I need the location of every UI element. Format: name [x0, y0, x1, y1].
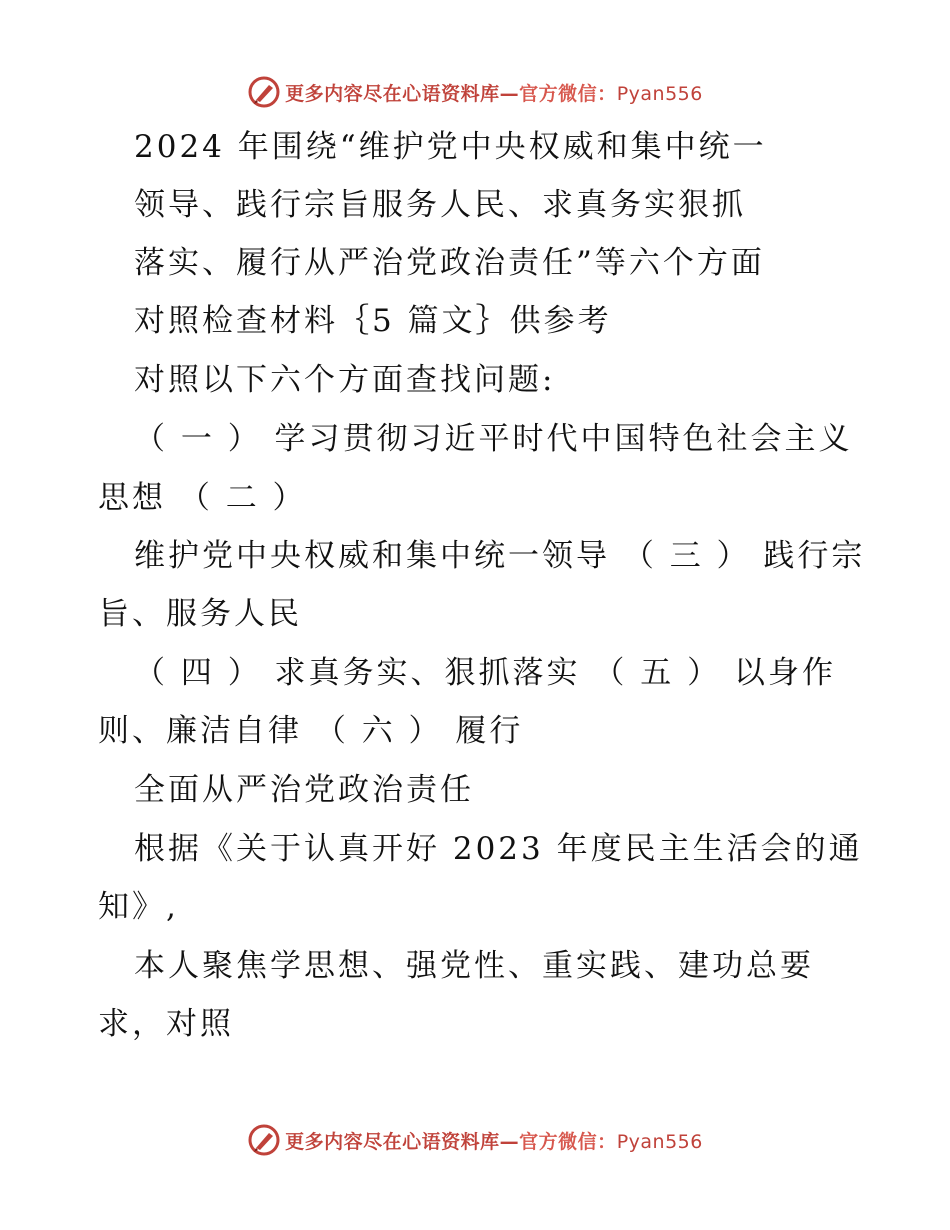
- text-line: 全面从严治党政治责任: [134, 772, 474, 808]
- header-watermark: [0, 72, 950, 112]
- text-line: 对照以下六个方面查找问题:: [134, 362, 556, 398]
- pen-logo-icon: [247, 1123, 281, 1157]
- text-line: （ 四 ） 求真务实、狠抓落实 （ 五 ） 以身作: [134, 655, 836, 691]
- text-line: 思想 （ 二 ）: [98, 480, 307, 516]
- text-line: 旨、服务人民: [98, 596, 302, 632]
- watermark-text: 更多内容尽在心语资料库—官方微信：Pyan556: [285, 1130, 703, 1153]
- text-line: 领导、践行宗旨服务人民、求真务实狠抓: [134, 187, 746, 223]
- text-line: 2024 年围绕“维护党中央权威和集中统一: [134, 129, 767, 165]
- text-line: （ 一 ） 学习贯彻习近平时代中国特色社会主义: [134, 421, 853, 457]
- watermark-text: 更多内容尽在心语资料库—官方微信：Pyan556: [285, 82, 703, 105]
- pen-logo-icon: [247, 75, 281, 109]
- text-line: 本人聚焦学思想、强党性、重实践、建功总要: [134, 948, 814, 984]
- text-line: 落实、履行从严治党政治责任”等六个方面: [134, 245, 765, 281]
- text-line: 对照检查材料｛5 篇文｝供参考: [134, 303, 612, 339]
- text-line: 则、廉洁自律 （ 六 ） 履行: [98, 713, 524, 749]
- text-line: 求，对照: [98, 1006, 234, 1042]
- text-line: 根据《关于认真开好 2023 年度民主生活会的通: [134, 831, 863, 867]
- text-line: 知》,: [98, 889, 179, 925]
- text-line: 维护党中央权威和集中统一领导 （ 三 ） 践行宗: [134, 538, 866, 574]
- footer-watermark: [0, 1120, 950, 1160]
